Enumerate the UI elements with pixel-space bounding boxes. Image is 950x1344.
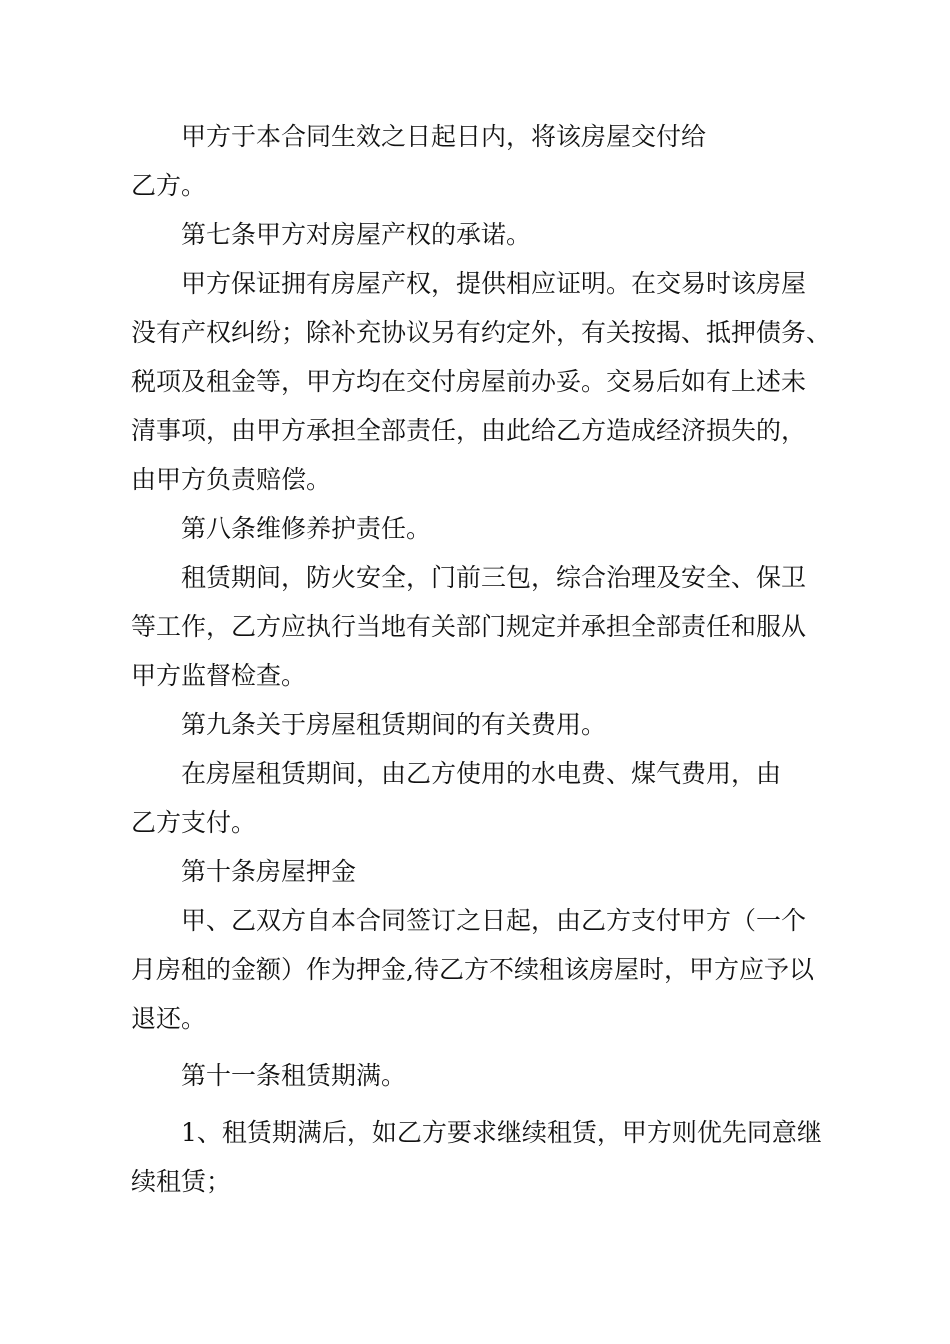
text-line: 等工作，乙方应执行当地有关部门规定并承担全部责任和服从 xyxy=(131,612,807,641)
article-heading-8: 第八条维修养护责任。 xyxy=(181,514,432,543)
text-line: 清事项，由甲方承担全部责任，由此给乙方造成经济损失的， xyxy=(131,416,807,445)
text-line: 续租赁； xyxy=(131,1167,232,1196)
document-body xyxy=(131,112,841,1206)
text-line: 甲方监督检查。 xyxy=(131,661,307,690)
text-line: 甲方于本合同生效之日起日内，将该房屋交付给 xyxy=(181,122,707,151)
text-line: 税项及租金等，甲方均在交付房屋前办妥。交易后如有上述未 xyxy=(131,367,807,396)
paragraph-gap xyxy=(131,1043,841,1051)
text-line: 乙方支付。 xyxy=(131,808,257,837)
text-line: 在房屋租赁期间，由乙方使用的水电费、煤气费用，由 xyxy=(181,759,782,788)
text-line: 退还。 xyxy=(131,1004,207,1033)
article-heading-7: 第七条甲方对房屋产权的承诺。 xyxy=(181,220,532,249)
text-line: 租赁期间，防火安全，门前三包，综合治理及安全、保卫 xyxy=(181,563,807,592)
paragraph-gap xyxy=(131,1100,841,1108)
text-line: 甲、乙双方自本合同签订之日起，由乙方支付甲方（一个 xyxy=(181,906,807,935)
text-line: 1、租赁期满后，如乙方要求继续租赁，甲方则优先同意继 xyxy=(181,1118,822,1147)
text-line: 月房租的金额）作为押金,待乙方不续租该房屋时，甲方应予以 xyxy=(131,955,814,984)
article-heading-9: 第九条关于房屋租赁期间的有关费用。 xyxy=(181,710,607,739)
text-line: 没有产权纠纷；除补充协议另有约定外，有关按揭、抵押债务、 xyxy=(131,318,832,347)
article-heading-10: 第十条房屋押金 xyxy=(181,857,357,886)
text-line: 乙方。 xyxy=(131,171,207,200)
article-heading-11: 第十一条租赁期满。 xyxy=(181,1061,407,1090)
text-line: 甲方保证拥有房屋产权，提供相应证明。在交易时该房屋 xyxy=(181,269,807,298)
text-line: 由甲方负责赔偿。 xyxy=(131,465,332,494)
